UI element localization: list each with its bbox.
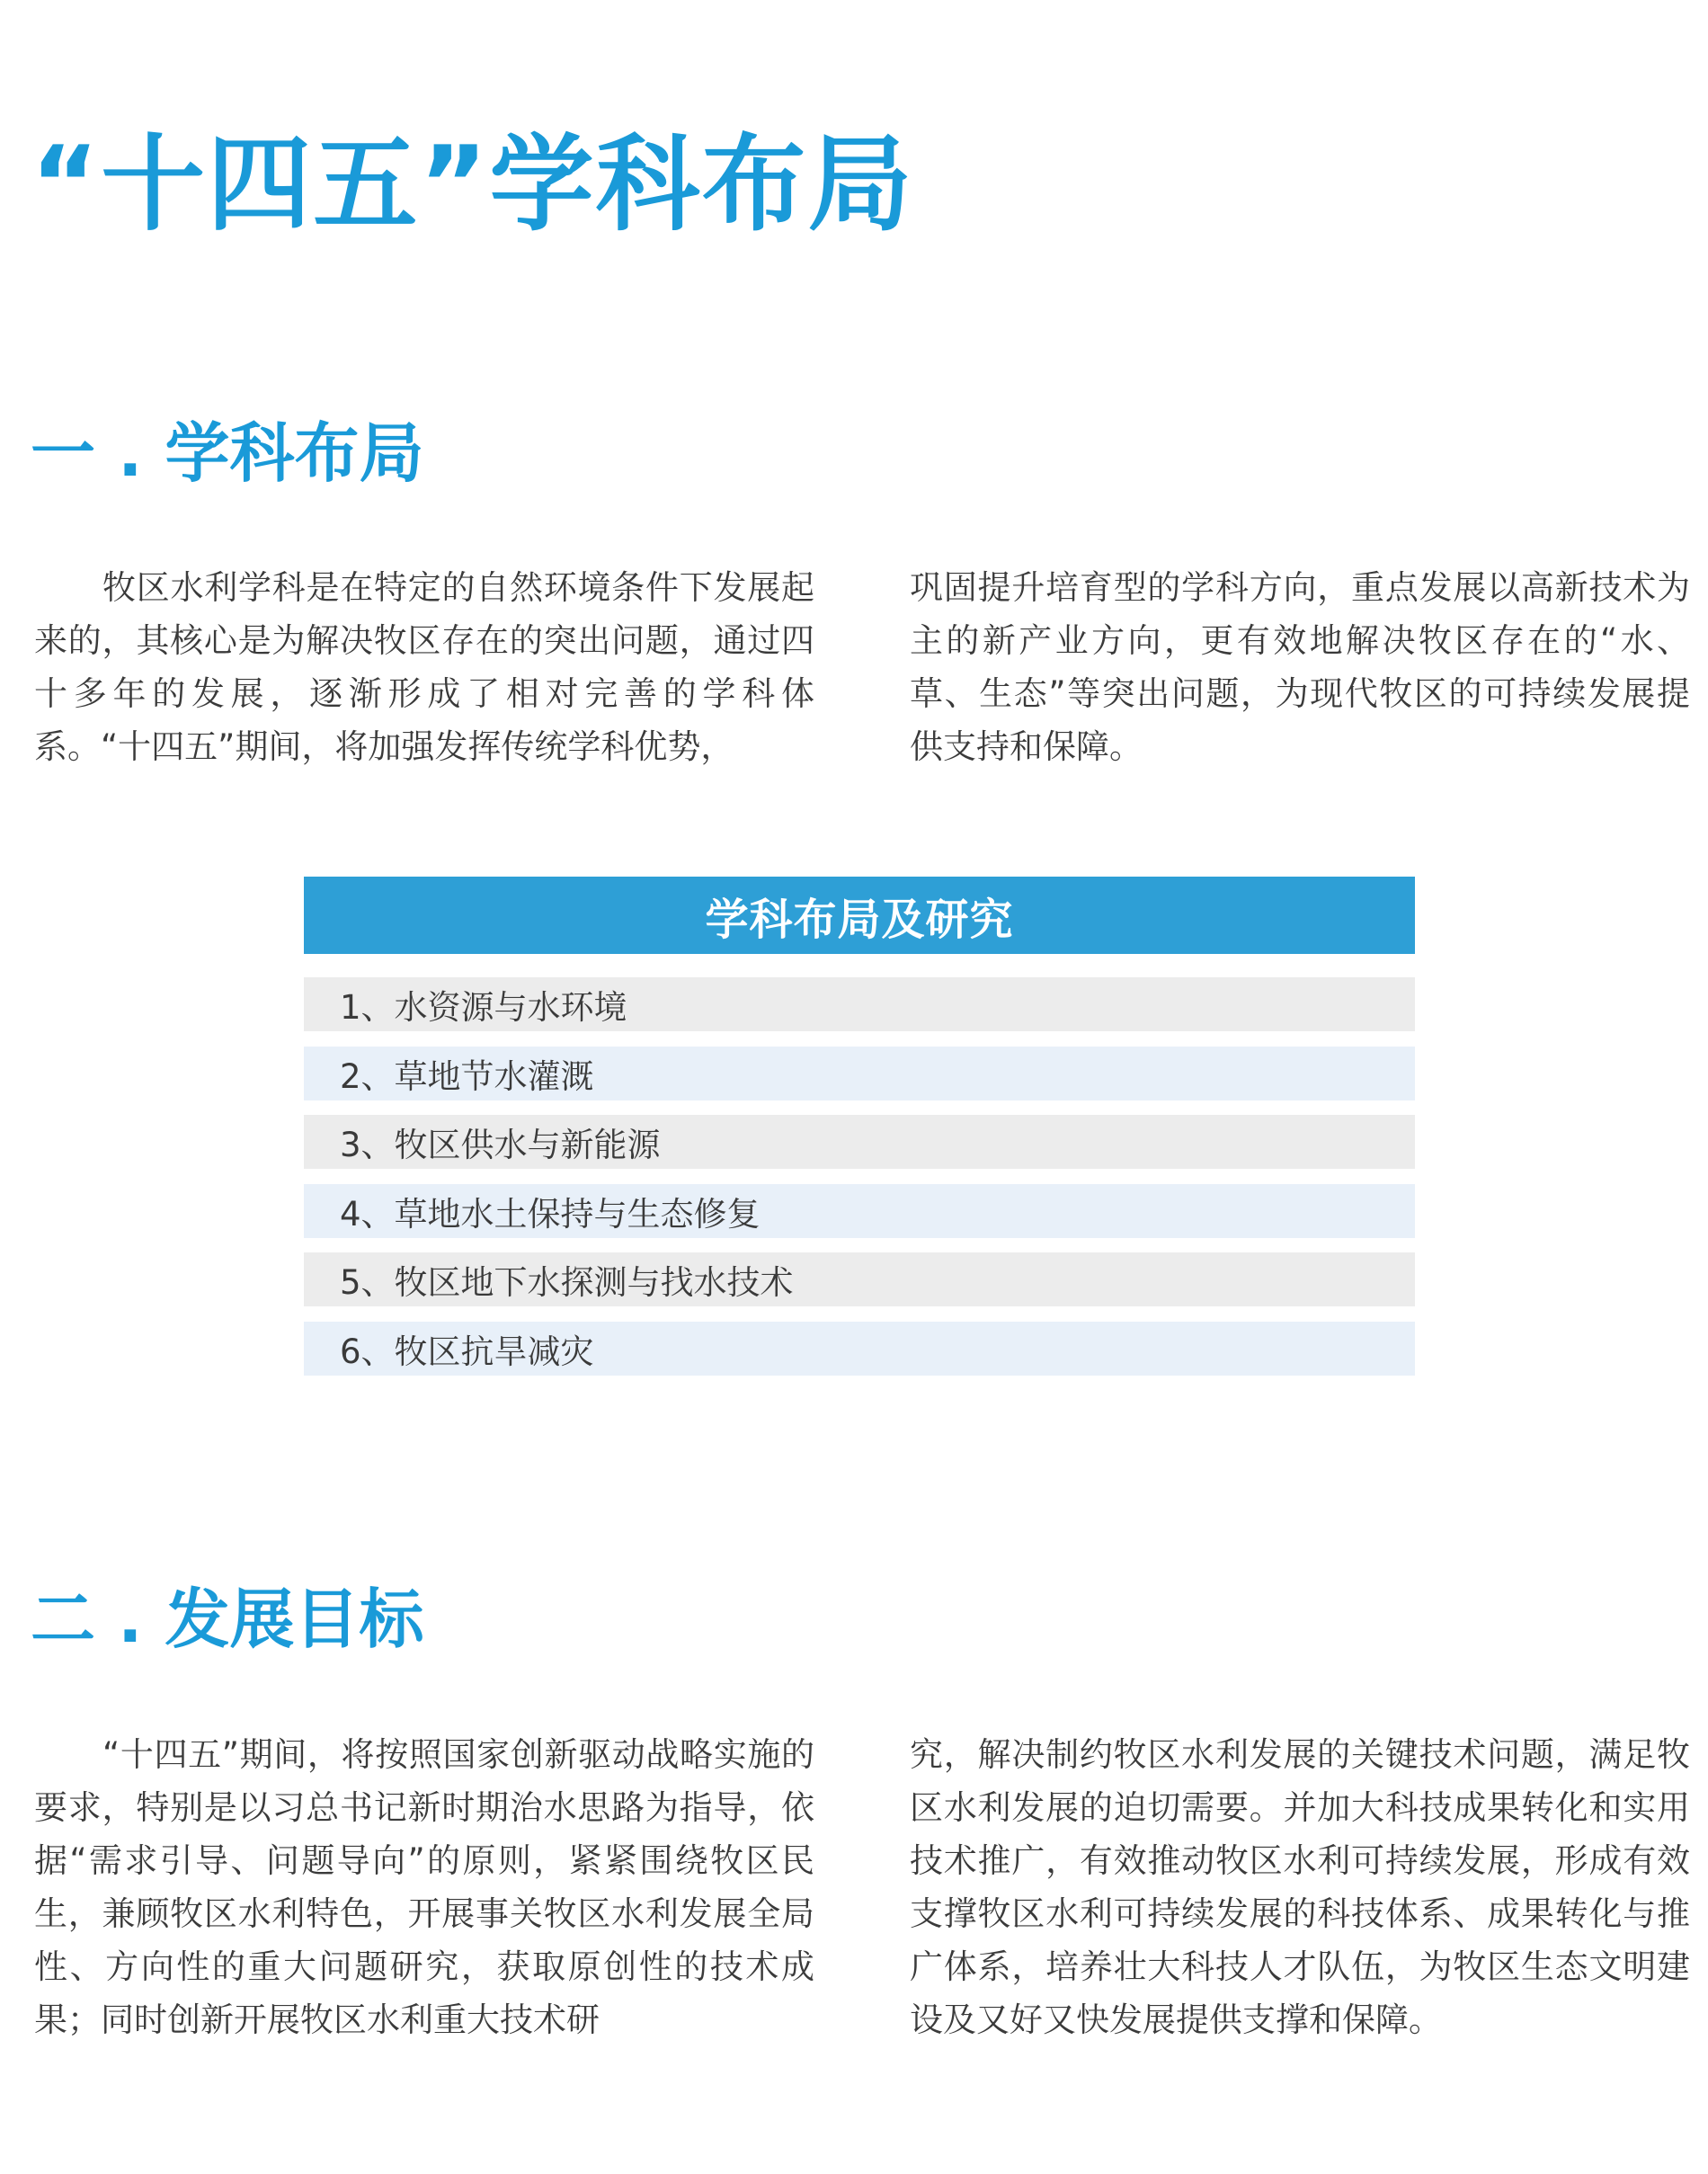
research-item: 2、草地节水灌溉 bbox=[304, 1047, 1415, 1100]
research-item: 1、水资源与水环境 bbox=[304, 977, 1415, 1031]
section2-right-paragraph: 究，解决制约牧区水利发展的关键技术问题，满足牧区水利发展的迫切需要。并加大科技成果转化和实用技术推广，有效推动牧区水利可持续发展，形成有效支撑牧区水利可持续发展的科技体系、成果转化与推广体系，培养壮大科技人才队伍，为牧区生态文明建设及又好又快发展提供支撑和保障。 bbox=[910, 1735, 1690, 2039]
research-item: 6、牧区抗旱减灾 bbox=[304, 1322, 1415, 1376]
research-item: 5、牧区地下水探测与找水技术 bbox=[304, 1252, 1415, 1306]
research-item: 4、草地水土保持与生态修复 bbox=[304, 1184, 1415, 1238]
section1-right-paragraph: 巩固提升培育型的学科方向，重点发展以高新技术为主的新产业方向，更有效地解决牧区存在的“水、草、生态”等突出问题，为现代牧区的可持续发展提供支持和保障。 bbox=[910, 568, 1690, 766]
research-box-title: 学科布局及研究 bbox=[304, 877, 1415, 954]
section-heading-goals: 二 . 发展目标 bbox=[31, 1581, 424, 1657]
section-heading-layout: 一 . 学科布局 bbox=[31, 415, 424, 491]
section2-left-paragraph: “十四五”期间，将按照国家创新驱动战略实施的要求，特别是以习总书记新时期治水思路为指导，依据“需求引导、问题导向”的原则，紧紧围绕牧区民生，兼顾牧区水利特色，开展事关牧区水利发展全局性、方向性的重大问题研究，获取原创性的技术成果；同时创新开展牧区水利重大技术研 bbox=[34, 1735, 814, 2039]
page-title: “十四五”学科布局 bbox=[31, 124, 914, 245]
section1-left-paragraph: 牧区水利学科是在特定的自然环境条件下发展起来的，其核心是为解决牧区存在的突出问题，通过四十多年的发展，逐渐形成了相对完善的学科体系。“十四五”期间，将加强发挥传统学科优势， bbox=[34, 568, 814, 766]
research-item: 3、牧区供水与新能源 bbox=[304, 1115, 1415, 1169]
